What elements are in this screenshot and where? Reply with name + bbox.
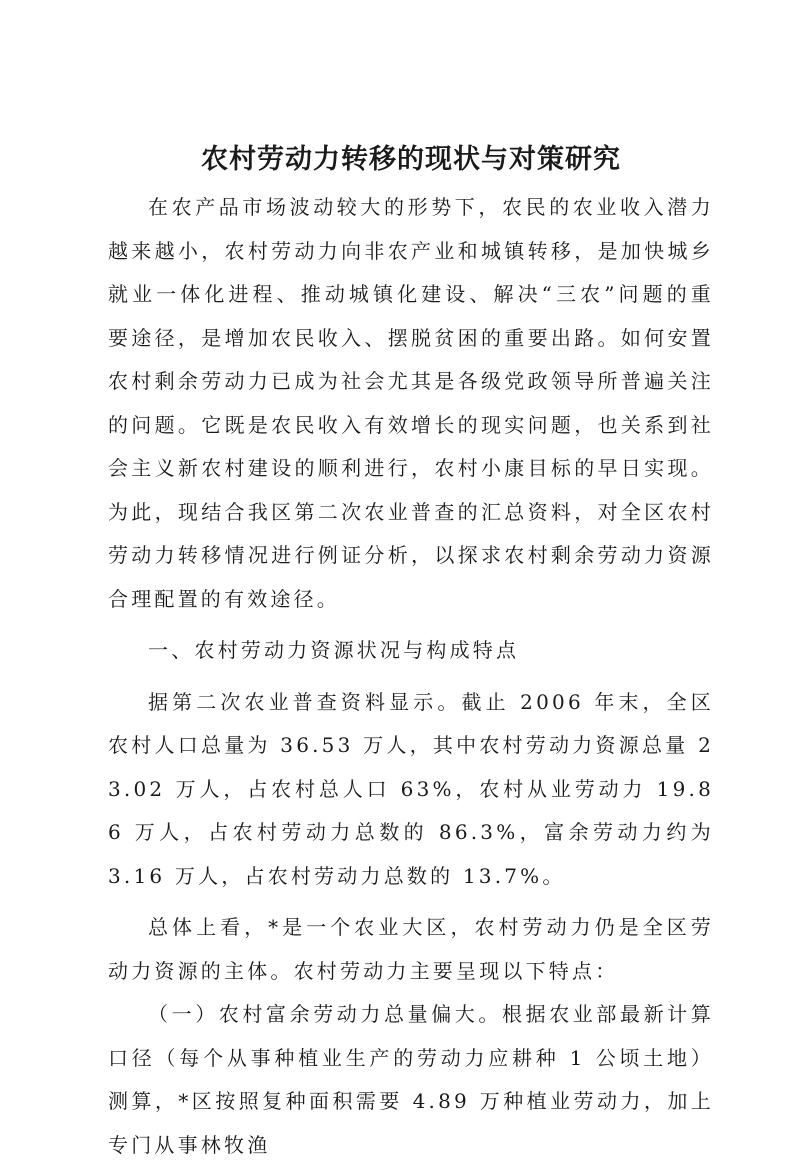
intro-paragraph: 在农产品市场波动较大的形势下，农民的农业收入潜力越来越小，农村劳动力向非农产业和城镇转移，是加快城乡就业一体化进程、推动城镇化建设、解决“三农”问题的重要途径，是增加农民收入、摆脱贫困的重要出路。如何安置农村剩余劳动力已成为社会尤其是各级党政领导所普遍关注的问题。它既是农民收入有效增长的现实问题，也关系到社会主义新农村建设的顺利进行，农村小康目标的早日实现。为此，现结合我区第二次农业普查的汇总资料，对全区农村劳动力转移情况进行例证分析，以探求农村剩余劳动力资源合理配置的有效途径。 (108, 195, 714, 611)
document-title: 农村劳动力转移的现状与对策研究 (201, 144, 621, 175)
overview-paragraph: 总体上看，*是一个农业大区，农村劳动力仍是全区劳动力资源的主体。农村劳动力主要呈现以下特点： (108, 915, 714, 983)
section-heading: 一、农村劳动力资源状况与构成特点 (148, 638, 520, 662)
spacer (108, 673, 714, 681)
document-page (108, 140, 714, 1167)
statistics-paragraph: 据第二次农业普查资料显示。截止 2006 年末，全区农村人口总量为 36.53 万人，其中农村劳动力资源总量 23.02 万人，占农村总人口 63%，农村从业劳动力 19.86 万人，占农村劳动力总数的 86.3%，富余劳动力约为 3.16 万人，占农村劳动力总数的 13.7%。 (108, 689, 714, 888)
spacer (108, 898, 714, 906)
spacer (108, 621, 714, 629)
feature-paragraph: （一）农村富余劳动力总量偏大。根据农业部最新计算口径（每个从事种植业生产的劳动力应耕种 1 公顷土地）测算，*区按照复种面积需要 4.89 万种植业劳动力，加上专门从事林牧渔 (108, 1002, 714, 1157)
